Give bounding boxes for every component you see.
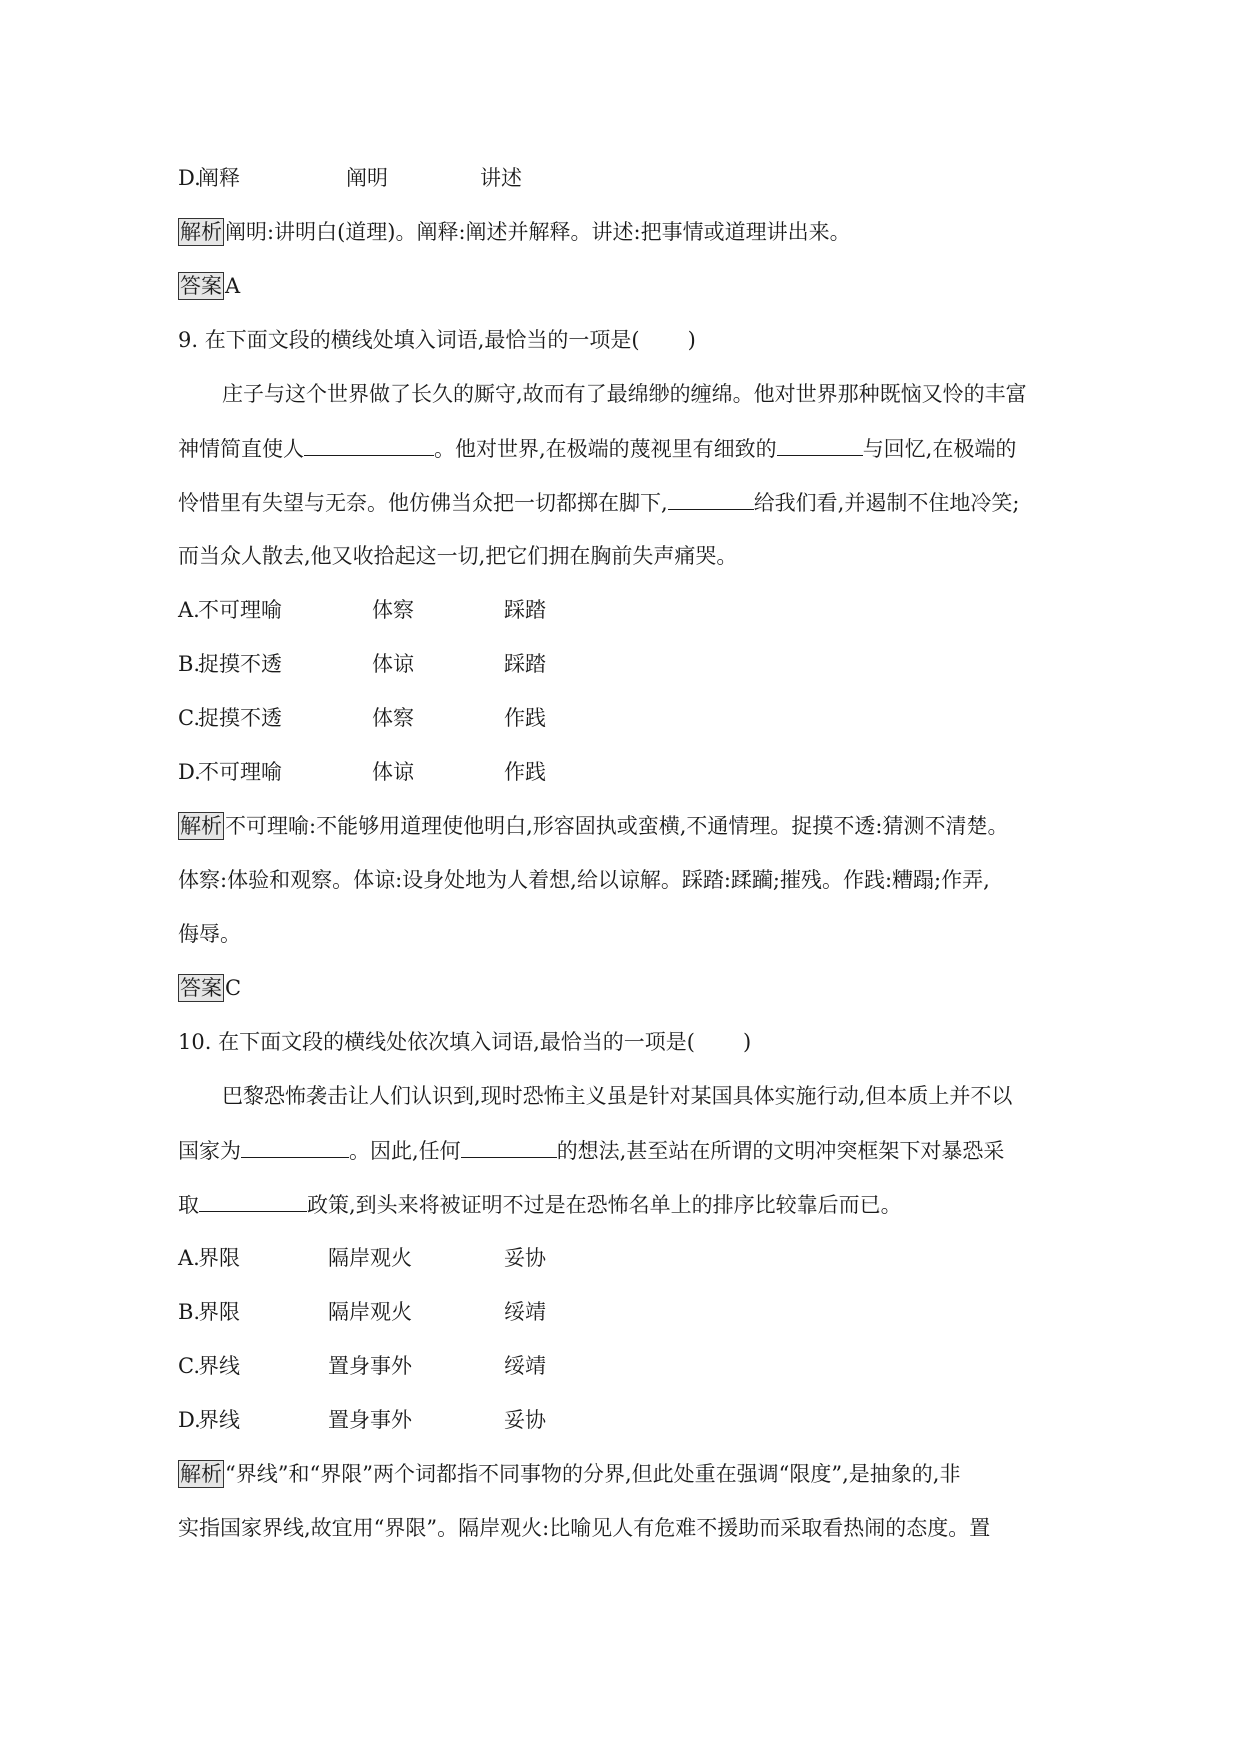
fill-blank-2[interactable]	[461, 1135, 557, 1158]
answer-q8	[178, 271, 240, 301]
analysis-q8	[178, 217, 851, 247]
fill-blank-2[interactable]	[777, 433, 863, 456]
fill-blank-3[interactable]	[199, 1189, 307, 1212]
analysis-tag: 解析	[180, 814, 222, 838]
option-letter: D.	[178, 166, 201, 190]
fill-blank-1[interactable]	[241, 1135, 349, 1158]
answer-q9	[178, 973, 241, 1003]
option-word-2: 阐明	[346, 166, 388, 190]
question-10-stem: 10. 在下面文段的横线处依次填入词语,最恰当的一项是( )	[178, 1030, 752, 1054]
passage-line: 怜惜里有失望与无奈。他仿佛当众把一切都掷在脚下, 给我们看,并遏制不住地冷笑;	[178, 487, 1019, 518]
passage-line: 而当众人散去,他又收拾起这一切,把它们拥在胸前失声痛哭。	[178, 544, 738, 568]
analysis-tag: 解析	[180, 220, 222, 244]
document-page: D. 阐释 阐明 讲述 解析 阐明:讲明白(道理)。阐释:阐述并解释。讲述:把事情或道理讲出来。 答案 A 9. 在下面文段的横线处填入词语,最恰当的一项是( ) 庄子与这个世界做了长久的厮守,故而有了最绵缈的缠绵。他对世界那种既恼又怜的丰富 神情简直使人 。他对世界,在极端的蔑视里有细致的 与回忆,在极端的 怜惜里有失望与无奈。他仿佛当众把一切都掷在脚下, 给我们看,并遏制不住地冷笑; 而当众人散去,他又收拾起这一切,把它们拥在胸前失声痛哭。 A. 不可理喻 体察 踩踏 B. 捉摸不透 体谅 踩踏 C. 捉摸不透 体察 作践 D. 不可理喻 体谅 作践 解析 不可理喻:不能够用道理使他明白,形容固执或蛮横,不通情理。捉摸不透:猜测不清楚。 体察:体验和观察。体谅:设身处地为人着想,给以谅解。踩踏:蹂躏;摧残。作践:糟蹋;作弄, 侮辱。 答案 C 10. 在下面文段的横线处依次填入词语,最恰当的一项是( ) 巴黎恐怖袭击让人们认识到,现时恐怖主义虽是针对某国具体实施行动,但本质上并不以 国家为 。因此,任何 的想法,甚至站在所谓的文明冲突框架下对暴恐采 取 政策,到头来将被证明不过是在恐怖名单上的排序比较靠后而已。 A. 界限 隔岸观火 妥协 B. 界限 隔岸观火 绥靖 C. 界线 置身事外 绥靖 D. 界线 置身事外 妥协 解析 “界线”和“界限”两个词都指不同事物的分界,但此处重在强调“限度”,是抽象的,非 实指国家界线,故宜用“界限”。隔岸观火:比喻见人有危难不援助而采取看热闹的态度。置	[0, 0, 1241, 1754]
passage-line: 取 政策,到头来将被证明不过是在恐怖名单上的排序比较靠后而已。	[178, 1189, 902, 1220]
analysis-text: 阐明:讲明白(道理)。阐释:阐述并解释。讲述:把事情或道理讲出来。	[225, 220, 851, 244]
answer-tag: 答案	[180, 976, 222, 1000]
fill-blank-1[interactable]	[304, 433, 434, 456]
passage-line: 国家为 。因此,任何 的想法,甚至站在所谓的文明冲突框架下对暴恐采	[178, 1135, 1004, 1166]
analysis-q9: 解析 不可理喻:不能够用道理使他明白,形容固执或蛮横,不通情理。捉摸不透:猜测不清楚。	[180, 814, 1009, 838]
option-word-1: 阐释	[198, 166, 240, 190]
analysis-line: 实指国家界线,故宜用“界限”。隔岸观火:比喻见人有危难不援助而采取看热闹的态度。置	[178, 1516, 991, 1540]
fill-blank-3[interactable]	[668, 487, 754, 510]
analysis-q10: 解析 “界线”和“界限”两个词都指不同事物的分界,但此处重在强调“限度”,是抽象的,非	[180, 1462, 961, 1486]
passage-line: 神情简直使人 。他对世界,在极端的蔑视里有细致的 与回忆,在极端的	[178, 433, 1016, 464]
passage-line: 巴黎恐怖袭击让人们认识到,现时恐怖主义虽是针对某国具体实施行动,但本质上并不以	[222, 1084, 1013, 1108]
answer-value: A	[225, 274, 241, 298]
analysis-tag: 解析	[180, 1462, 222, 1486]
question-9-stem: 9. 在下面文段的横线处填入词语,最恰当的一项是( )	[178, 328, 696, 352]
analysis-line: 侮辱。	[178, 922, 241, 946]
option-word-3: 讲述	[480, 166, 522, 190]
answer-value: C	[225, 976, 242, 1000]
analysis-line: 体察:体验和观察。体谅:设身处地为人着想,给以谅解。踩踏:蹂躏;摧残。作践:糟蹋;作弄,	[178, 868, 990, 892]
passage-line: 庄子与这个世界做了长久的厮守,故而有了最绵缈的缠绵。他对世界那种既恼又怜的丰富	[222, 382, 1027, 406]
answer-tag: 答案	[180, 274, 222, 298]
